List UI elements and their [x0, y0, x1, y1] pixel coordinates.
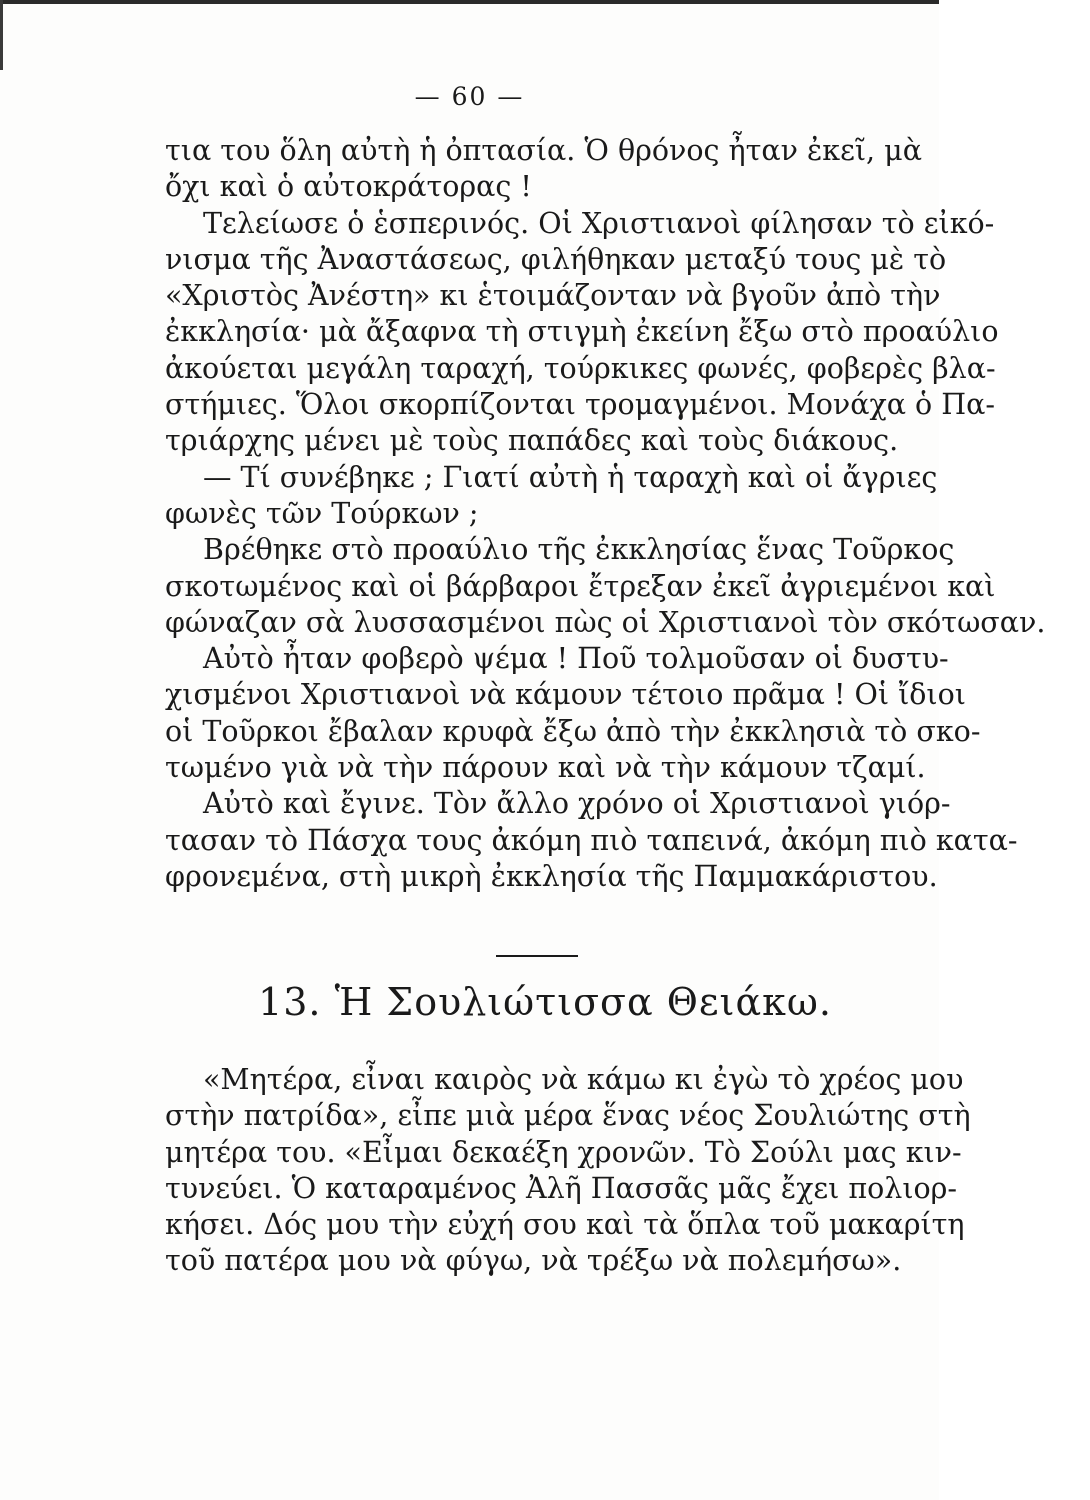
text-line: νισμα τῆς Ἀναστάσεως, φιλήθηκαν μεταξύ τους μὲ τὸ — [165, 242, 947, 276]
text-line: Αὐτὸ καὶ ἔγινε. Τὸν ἄλλο χρόνο οἱ Χριστιανοὶ γιόρ- — [203, 787, 951, 821]
text-line: μητέρα του. «Εἶμαι δεκαέξη χρονῶν. Τὸ Σούλι μας κιν- — [165, 1135, 962, 1169]
text-line: «Μητέρα, εἶναι καιρὸς νὰ κάμω κι ἐγὼ τὸ χρέος μου — [203, 1063, 964, 1096]
text-line: τια του ὅλη αὐτὴ ἡ ὀπτασία. Ὁ θρόνος ἦταν ἐκεῖ, μὰ — [165, 134, 922, 167]
scan-top-edge — [0, 0, 939, 4]
text-line: τωμένο γιὰ νὰ τὴν πάρουν καὶ νὰ τὴν κάμουν τζαμί. — [165, 751, 926, 785]
scan-left-edge — [0, 0, 3, 70]
text-line: τασαν τὸ Πάσχα τους ἀκόμη πιὸ ταπεινά, ἀκόμη πιὸ κατα- — [165, 823, 1018, 857]
text-line: φωνὲς τῶν Τούρκων ; — [165, 496, 479, 530]
text-line: οἱ Τοῦρκοι ἔβαλαν κρυφὰ ἔξω ἀπὸ τὴν ἐκκλησιὰ τὸ σκο- — [165, 714, 981, 748]
text-line: τριάρχης μένει μὲ τοὺς παπάδες καὶ τοὺς διάκους. — [165, 424, 899, 458]
text-line: Βρέθηκε στὸ προαύλιο τῆς ἐκκλησίας ἕνας Τοῦρκος — [203, 533, 955, 567]
text-line: ἐκκλησία· μὰ ἄξαφνα τὴ στιγμὴ ἐκείνη ἔξω στὸ προαύλιο — [165, 315, 999, 349]
text-line: σκοτωμένος καὶ οἱ βάρβαροι ἔτρεξαν ἐκεῖ ἀγριεμένοι καὶ — [165, 569, 996, 603]
text-line: — Τί συνέβηκε ; Γιατί αὐτὴ ἡ ταραχὴ καὶ οἱ ἄγριες — [203, 460, 938, 494]
section-divider — [496, 955, 578, 957]
text-line: στήμιες. Ὅλοι σκορπίζονται τρομαγμένοι. Μονάχα ὁ Πα- — [165, 388, 996, 422]
text-line: στὴν πατρίδα», εἶπε μιὰ μέρα ἕνας νέος Σουλιώτης στὴ — [165, 1099, 971, 1133]
text-line: «Χριστὸς Ἀνέστη» κι ἑτοιμάζονταν νὰ βγοῦν ἀπὸ τὴν — [165, 279, 941, 313]
page-number: — 60 — — [414, 82, 525, 111]
text-line: φρονεμένα, στὴ μικρὴ ἐκκλησία τῆς Παμμακάριστου. — [165, 859, 938, 893]
text-line: τυνεύει. Ὁ καταραμένος Ἀλῆ Πασσᾶς μᾶς ἔχει πολιορ- — [165, 1171, 958, 1205]
text-line: χισμένοι Χριστιανοὶ νὰ κάμουν τέτοιο πρᾶμα ! Οἱ ἴδιοι — [165, 678, 966, 712]
text-line: φώναζαν σὰ λυσσασμένοι πὼς οἱ Χριστιανοὶ τὸν σκότωσαν. — [165, 605, 1046, 639]
text-line: ἀκούεται μεγάλη ταραχή, τούρκικες φωνές, φοβερὲς βλα- — [165, 351, 996, 385]
text-line: κήσει. Δός μου τὴν εὐχή σου καὶ τὰ ὅπλα τοῦ μακαρίτη — [165, 1208, 965, 1242]
chapter-heading: 13. Ἡ Σουλιώτισσα Θειάκω. — [258, 980, 832, 1024]
text-line: Τελείωσε ὁ ἑσπερινός. Οἱ Χριστιανοὶ φίλησαν τὸ εἰκό- — [203, 206, 995, 240]
text-line: Αὐτὸ ἦταν φοβερὸ ψέμα ! Ποῦ τολμοῦσαν οἱ δυστυ- — [203, 642, 949, 676]
text-line: τοῦ πατέρα μου νὰ φύγω, νὰ τρέξω νὰ πολεμήσω». — [165, 1244, 902, 1278]
text-block-2 — [165, 1062, 971, 1280]
text-line: ὄχι καὶ ὁ αὐτοκράτορας ! — [165, 170, 532, 204]
text-block-1 — [165, 133, 1046, 895]
